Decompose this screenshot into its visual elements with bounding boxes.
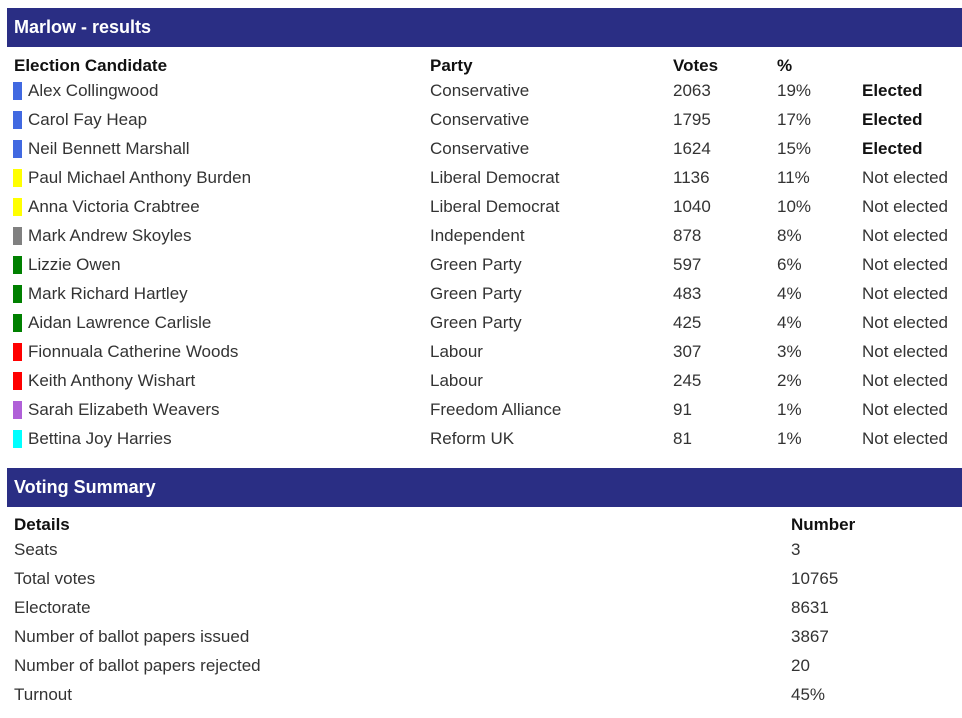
candidate-percent: 11% <box>777 167 810 187</box>
candidate-status: Elected <box>862 109 923 129</box>
header-number: Number <box>791 515 856 534</box>
header-status <box>855 47 962 76</box>
candidate-cell <box>7 337 423 366</box>
candidate-percent: 10% <box>777 196 812 216</box>
results-header-row <box>7 47 962 76</box>
candidate-votes: 1136 <box>673 167 710 187</box>
candidate-percent: 1% <box>777 428 802 448</box>
candidate-status: Not elected <box>862 254 948 274</box>
summary-value: 3 <box>791 539 801 559</box>
candidate-name: Mark Andrew Skoyles <box>28 225 192 245</box>
candidate-party: Independent <box>430 225 525 245</box>
candidate-votes: 2063 <box>673 80 711 100</box>
summary-row <box>7 622 962 651</box>
candidate-name: Keith Anthony Wishart <box>28 370 196 390</box>
results-panel <box>7 8 962 453</box>
candidate-votes: 245 <box>673 370 702 390</box>
candidate-row <box>7 366 962 395</box>
party-color-swatch <box>13 227 22 245</box>
summary-value: 3867 <box>791 626 829 646</box>
header-party: Party <box>430 56 473 75</box>
party-color-swatch <box>13 82 22 100</box>
candidate-status: Not elected <box>862 341 948 361</box>
summary-label: Number of ballot papers issued <box>14 626 250 646</box>
candidate-status: Not elected <box>862 283 948 303</box>
candidate-cell <box>7 134 423 163</box>
candidate-row <box>7 76 962 105</box>
header-percent: % <box>777 56 793 75</box>
summary-row <box>7 651 962 680</box>
candidate-row <box>7 105 962 134</box>
summary-value: 45% <box>791 684 826 704</box>
candidate-status: Elected <box>862 138 923 158</box>
header-details: Details <box>14 515 70 534</box>
candidate-name: Paul Michael Anthony Burden <box>28 167 252 187</box>
candidate-cell <box>7 76 423 105</box>
candidate-cell <box>7 105 423 134</box>
summary-value: 8631 <box>791 597 829 617</box>
candidate-party: Liberal Democrat <box>430 196 560 216</box>
candidate-name: Fionnuala Catherine Woods <box>28 341 239 361</box>
candidate-votes: 483 <box>673 283 702 303</box>
candidate-cell <box>7 163 423 192</box>
candidate-cell <box>7 308 423 337</box>
candidate-party: Green Party <box>430 283 522 303</box>
candidate-party: Liberal Democrat <box>430 167 560 187</box>
party-color-swatch <box>13 285 22 303</box>
summary-header-row <box>7 507 962 535</box>
candidate-percent: 3% <box>777 341 802 361</box>
summary-row <box>7 593 962 622</box>
summary-value: 10765 <box>791 568 839 588</box>
party-color-swatch <box>13 169 22 187</box>
summary-value: 20 <box>791 655 810 675</box>
candidate-percent: 6% <box>777 254 802 274</box>
candidate-votes: 425 <box>673 312 702 332</box>
summary-panel <box>7 468 962 709</box>
candidate-row <box>7 163 962 192</box>
candidate-percent: 2% <box>777 370 802 390</box>
candidate-name: Alex Collingwood <box>28 80 159 100</box>
header-votes: Votes <box>673 56 719 75</box>
candidate-party: Labour <box>430 341 483 361</box>
candidate-votes: 91 <box>673 399 692 419</box>
summary-label: Number of ballot papers rejected <box>14 655 261 675</box>
candidate-party: Conservative <box>430 80 530 100</box>
summary-label: Total votes <box>14 568 96 588</box>
candidate-row <box>7 221 962 250</box>
candidate-status: Not elected <box>862 312 948 332</box>
candidate-cell <box>7 279 423 308</box>
summary-row <box>7 680 962 709</box>
results-table <box>7 47 962 453</box>
candidate-status: Not elected <box>862 370 948 390</box>
candidate-name: Anna Victoria Crabtree <box>28 196 200 216</box>
candidate-row <box>7 395 962 424</box>
candidate-votes: 597 <box>673 254 702 274</box>
candidate-cell <box>7 366 423 395</box>
party-color-swatch <box>13 343 22 361</box>
summary-table <box>7 507 962 709</box>
candidate-status: Not elected <box>862 428 948 448</box>
party-color-swatch <box>13 430 22 448</box>
party-color-swatch <box>13 111 22 129</box>
candidate-party: Reform UK <box>430 428 515 448</box>
candidate-cell <box>7 221 423 250</box>
summary-label: Turnout <box>14 684 72 704</box>
candidate-party: Labour <box>430 370 483 390</box>
candidate-votes: 1624 <box>673 138 711 158</box>
candidate-votes: 1795 <box>673 109 711 129</box>
candidate-percent: 8% <box>777 225 802 245</box>
candidate-percent: 15% <box>777 138 812 158</box>
candidate-name: Aidan Lawrence Carlisle <box>28 312 212 332</box>
party-color-swatch <box>13 372 22 390</box>
candidate-percent: 4% <box>777 312 802 332</box>
candidate-name: Lizzie Owen <box>28 254 121 274</box>
results-title: Marlow - results <box>7 8 962 47</box>
summary-row <box>7 564 962 593</box>
party-color-swatch <box>13 198 22 216</box>
summary-row <box>7 535 962 564</box>
candidate-row <box>7 134 962 163</box>
candidate-name: Sarah Elizabeth Weavers <box>28 399 220 419</box>
candidate-percent: 19% <box>777 80 812 100</box>
candidate-status: Not elected <box>862 167 948 187</box>
candidate-percent: 17% <box>777 109 812 129</box>
summary-title: Voting Summary <box>7 468 962 507</box>
candidate-percent: 4% <box>777 283 802 303</box>
candidate-name: Bettina Joy Harries <box>28 428 172 448</box>
candidate-row <box>7 192 962 221</box>
candidate-votes: 878 <box>673 225 702 245</box>
party-color-swatch <box>13 140 22 158</box>
candidate-row <box>7 250 962 279</box>
candidate-row <box>7 308 962 337</box>
candidate-cell <box>7 395 423 424</box>
candidate-cell <box>7 192 423 221</box>
party-color-swatch <box>13 256 22 274</box>
candidate-party: Green Party <box>430 312 522 332</box>
candidate-name: Carol Fay Heap <box>28 109 148 129</box>
candidate-name: Mark Richard Hartley <box>28 283 188 303</box>
candidate-party: Green Party <box>430 254 522 274</box>
party-color-swatch <box>13 314 22 332</box>
candidate-status: Not elected <box>862 196 948 216</box>
candidate-row <box>7 337 962 366</box>
summary-label: Electorate <box>14 597 91 617</box>
candidate-cell <box>7 250 423 279</box>
summary-label: Seats <box>14 539 58 559</box>
candidate-votes: 307 <box>673 341 702 361</box>
candidate-status: Not elected <box>862 399 948 419</box>
candidate-party: Conservative <box>430 138 530 158</box>
candidate-party: Conservative <box>430 109 530 129</box>
candidate-percent: 1% <box>777 399 802 419</box>
candidate-votes: 81 <box>673 428 692 448</box>
candidate-row <box>7 279 962 308</box>
header-candidate: Election Candidate <box>14 56 168 75</box>
candidate-cell <box>7 424 423 453</box>
candidate-votes: 1040 <box>673 196 711 216</box>
candidate-name: Neil Bennett Marshall <box>28 138 190 158</box>
candidate-party: Freedom Alliance <box>430 399 562 419</box>
candidate-status: Elected <box>862 80 923 100</box>
party-color-swatch <box>13 401 22 419</box>
candidate-row <box>7 424 962 453</box>
candidate-status: Not elected <box>862 225 948 245</box>
